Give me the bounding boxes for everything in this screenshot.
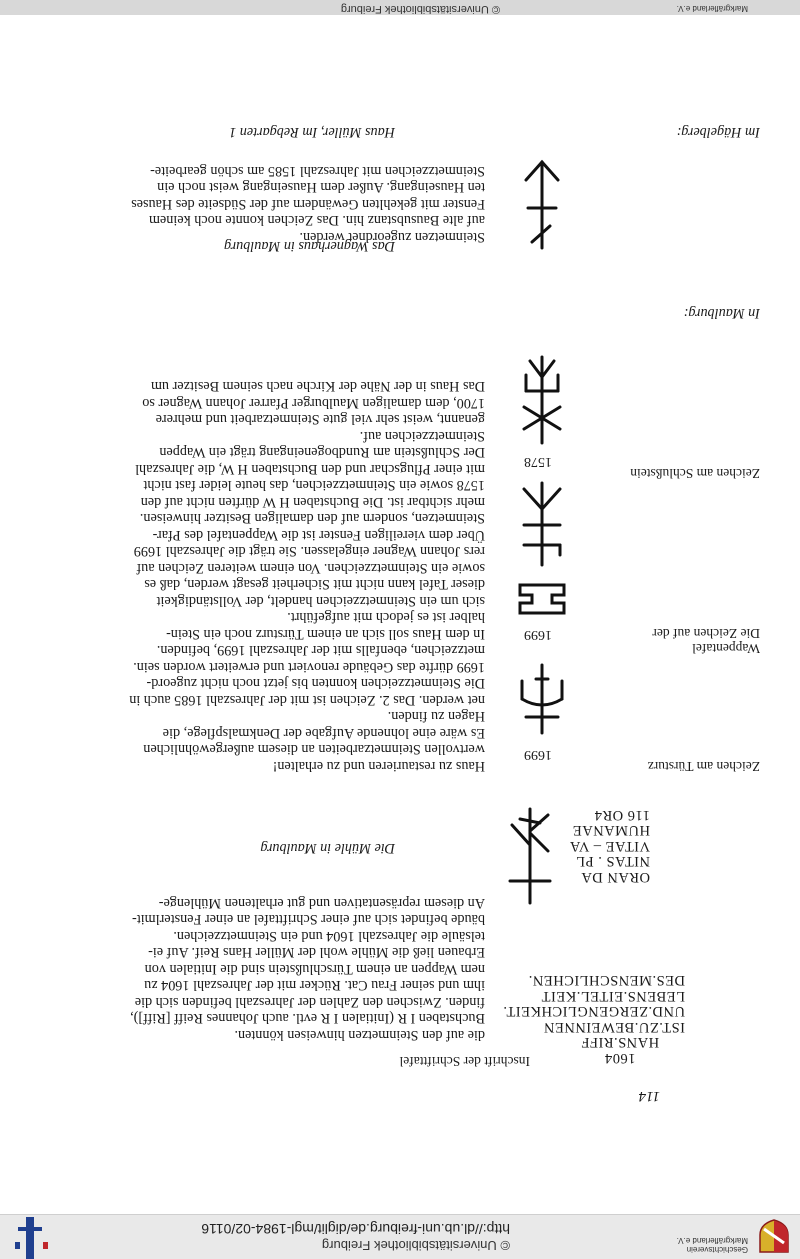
haegelberg-place-label: Im Hägelberg: bbox=[676, 124, 760, 140]
year-schlussstein: 1578 bbox=[524, 454, 552, 469]
university-logo-icon bbox=[10, 1217, 50, 1259]
year-wappentafel: 1699 bbox=[524, 627, 552, 642]
muehle-heading: Die Mühle in Maulburg bbox=[260, 840, 395, 856]
wagnerhaus-heading: Das Wagnerhaus in Maulburg bbox=[224, 238, 395, 254]
maulburg-heading: In Maulburg: bbox=[683, 305, 760, 321]
inscription-caption: Inschrift der Schrifttafel bbox=[399, 1054, 530, 1069]
muehle-mason-mark-icon bbox=[500, 801, 560, 911]
viewer-footer-bar bbox=[0, 0, 800, 15]
wappentafel-mason-mark-icon bbox=[512, 479, 572, 569]
society-name: Geschichtsverein Markgräflerland e.V. bbox=[676, 1236, 748, 1254]
society-crest-icon bbox=[756, 1219, 792, 1255]
haegelberg-mason-mark-icon bbox=[512, 154, 572, 254]
caption-wappentafel: Wappentafel Die Zeichen auf der bbox=[652, 626, 760, 656]
footer-society: Markgräflerland e.V. bbox=[676, 4, 748, 13]
copyright-notice: © Universitätsbibliothek Freiburg bbox=[321, 1238, 510, 1253]
tuersturz-mason-mark-icon bbox=[512, 659, 572, 739]
wagnerhaus-paragraph: Haus zu restaurieren und zu erhalten! wertvollen Steinmetzarbeiten an diesem außergewöhnlichen Es wäre eine lohnende Aufgabe der Denkmalspflege, die Hagen zu finden. net werden. Das 2. Zeichen ist mit der Jahreszahl 1685 auch in Die Steinmetzzeichen konnten bis jetzt noch nicht zugeord- 1699 dürfte das Gebäude renoviert und erweitert worden sein. metzzeichen, ebenfalls mit der Jahreszahl 1699, befinden. In dem Haus soll sich an einem Türsturz noch ein Stein- halber ist es jedoch mit aufgeführt. sich um ein Steinmetzzeichen handelt, der Vollständigkeit dieser Tafel kann nicht mit Sicherheit gesagt werden, daß es sowie ein Steinmetzzeichen. Von einem weiteren Zeichen auf rers Johann Wagner eingelassen. Sie trägt die Jahreszahl 1699 Über dem viereiligen Fenster ist die Wappentafel des Pfar- Steinmetzen, sondern auf den damaligen Besitzer hinweisen. mehr sichtbar ist. Die Buchstaben H W dürften nicht auf den 1578 sowie ein Steinmetzzeichen, das heute leider fast nicht mit einer Pflugschar und den Buchstaben H W, die Jahreszahl Der Schlußstein am Rundbogeneingang trägt ein Wappen Steinmetzzeichen auf. genannt, weist sehr viel gute Steinmetzarbeit und mehrere 1700, dem damaligen Maulburger Pfarrer Johann Wagner so Das Haus in der Nähe der Kirche nach seinem Besitzer um bbox=[129, 378, 485, 774]
footer-copyright: © Universitätsbibliothek Freiburg bbox=[340, 3, 500, 15]
caption-schlussstein: Zeichen am Schlußstein bbox=[630, 466, 760, 481]
year-tuersturz: 1699 bbox=[524, 747, 552, 762]
haegelberg-heading: Haus Müller, Im Rebgarten 1 bbox=[229, 124, 395, 140]
muehle-paragraph: die auf den Steinmetzen hinweisen könnten. Buchstaben I R (Initialen I R evtl. auch Johannes Reiff [Riff]), finden. Zwischen den Zahlen der Jahreszahl befinden sich die ihm und seiner Frau Cat. Rücker mit der Jahreszahl 1604 zu nem Wappen an einem Türschlußstein sind die Initialen von Erbauen ließ die Mühle wohl der Müller Hans Reif. Auf ei- telsäule die Jahreszahl 1604 und ein Steinmetzzeichen. bäude befindet sich auf einer Schrifttafel an einer Fensterlmit- An diesem repräsentativen und gut erhaltenen Mühlenge- bbox=[130, 895, 485, 1043]
inscription-left-text: ORAN DA NITAS . PL VITAE – VA HUMANAE 116 OR4 bbox=[569, 807, 650, 885]
caption-tuersturz: Zeichen am Türsturz bbox=[647, 759, 760, 774]
page-number: 114 bbox=[638, 1088, 660, 1104]
viewer-header-bar bbox=[0, 1214, 800, 1259]
wappentafel-mason-mark-bracket-icon bbox=[512, 579, 572, 619]
schlussstein-mason-mark-icon bbox=[512, 352, 572, 447]
inscription-right-text: 1604 HANS.RIFF IST.ZU.BEWEINNEN UND.ZERGENGLICHKEIT. LEBENS.EITEL.KEIT DES.MENSCHLICHEN. bbox=[502, 972, 685, 1066]
haegelberg-paragraph: Steinmetzen zugeordnet werden. auf alte Bausubstanz hin. Das Zeichen konnte noch keinem Fenster mit gekehlten Gewändern auf der Südseite des Hauses ten Hauseingang. Außer dem Hauseingang weist noch ein Steinmetzzeichen mit Jahreszahl 1585 am schön gearbeite- bbox=[131, 163, 485, 245]
source-url-link[interactable]: http://dl.ub.uni-freiburg.de/diglit/mgl-1984-02/0116 bbox=[201, 1221, 510, 1237]
